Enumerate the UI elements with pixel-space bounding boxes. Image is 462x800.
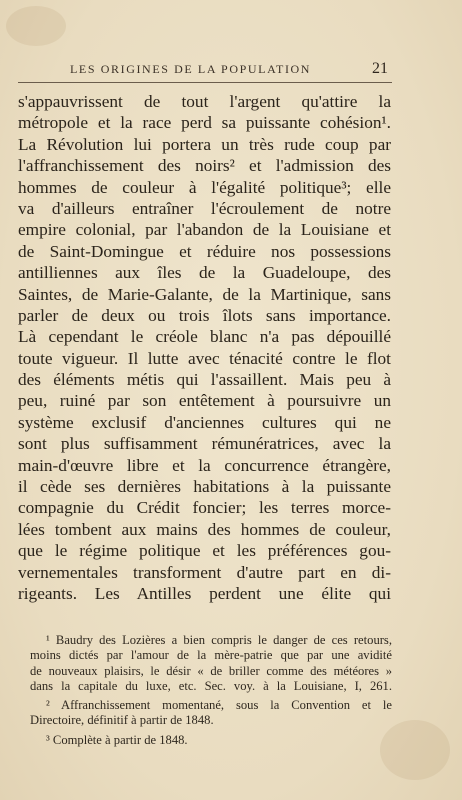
body-line: système exclusif d'anciennes cultures qui ne [18,412,391,432]
body-line: main-d'œuvre libre et la concurrence étrangère, [18,455,391,475]
body-line: des éléments métis qui l'assaillent. Mais peu à [18,370,391,390]
body-line: empire colonial, par l'abandon de la Louisiane et [18,220,391,240]
footnote-2-line: Directoire, définitif à partir de 1848. [30,713,214,728]
page-number: 21 [372,60,388,77]
footnote-2-line: ² Affranchissement momentané, sous la Convention et le [46,698,392,713]
footnote-1-line: dans la capitale du luxe, etc. Sec. voy. à la Louisiane, I, 261. [30,678,392,693]
header-rule [18,82,392,83]
body-line: il cède ses dernières habitations à la puissante [18,477,391,497]
body-line: rigeants. Les Antilles perdent une élite qui [18,583,391,603]
body-line: antilliennes aux îles de la Guadeloupe, des [18,263,391,283]
body-line: sont plus suffisamment rémunératrices, avec la [18,434,391,454]
footnotes [30,633,392,748]
body-line: hommes de couleur à l'égalité politique³; elle [18,177,391,197]
running-head: LES ORIGINES DE LA POPULATION [70,62,312,76]
body-line: Saintes, de Marie-Galante, de la Martinique, sans [18,284,391,304]
body-line: lées tombent aux mains des hommes de couleur, [18,519,391,539]
body-line: Là cependant le créole blanc n'a pas dépouillé [18,327,391,347]
body-line: parler de deux ou trois îlots sans importance. [18,305,391,325]
body-text [18,91,391,604]
page-header [18,60,390,78]
body-line: compagnie du Crédit foncier; les terres morce- [18,498,391,518]
footnote-1-line: moins dictés par l'amour de la mère-patrie que par une avidité [30,648,392,663]
body-line: peu, ruiné par son entêtement à poursuivre un [18,391,391,411]
body-line: métropole et la race perd sa puissante cohésion¹. [18,113,391,133]
footnote-3-line: ³ Complète à partir de 1848. [46,732,188,747]
paper-stain [6,6,66,46]
body-line: de Saint-Domingue et réduire nos possessions [18,241,391,261]
body-line: que le régime politique et les préférences gou- [18,541,391,561]
footnote-1-line: ¹ Baudry des Lozières a bien compris le danger de ces retours, [46,633,392,647]
body-line: vernementales transforment d'autre part en di- [18,562,391,582]
footnote-1-line: de nouveaux plaisirs, le désir « de briller comme des météores » [30,663,392,678]
body-line: l'affranchissement des noirs² et l'admission des [18,156,391,176]
body-line: s'appauvrissent de tout l'argent qu'attire la [18,92,391,111]
body-line: va d'ailleurs entraîner l'écroulement de notre [18,198,391,218]
body-line: La Révolution lui portera un très rude coup par [18,134,391,154]
body-line: toute vigueur. Il lutte avec ténacité contre le flot [18,348,391,368]
